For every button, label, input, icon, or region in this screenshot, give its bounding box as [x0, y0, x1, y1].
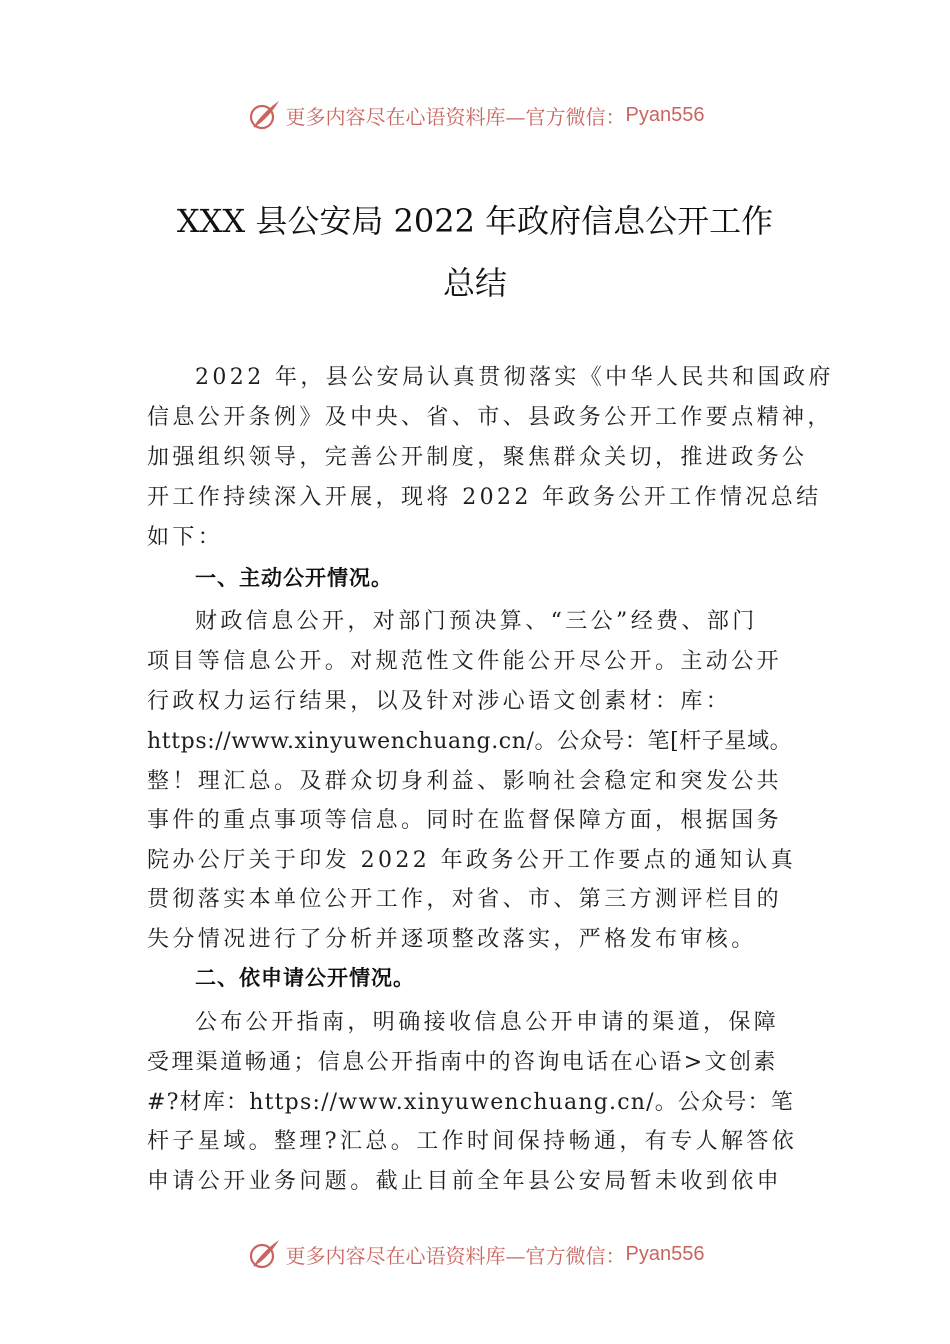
footer-watermark-banner [0, 1234, 950, 1274]
paragraph-line: 贯彻落实本单位公开工作，对省、市、第三方测评栏目的 [147, 887, 783, 912]
paragraph-line: 公布公开指南，明确接收信息公开申请的渠道，保障 [195, 1010, 780, 1035]
section-heading-1: 一、主动公开情况。 [195, 566, 393, 590]
watermark-text: 更多内容尽在心语资料库—官方微信： [285, 1243, 626, 1268]
quill-pen-logo-icon [246, 1236, 282, 1272]
paragraph-line: 院办公厅关于印发 2022 年政务公开工作要点的通知认真 [147, 848, 797, 873]
paragraph-line: 整！理汇总。及群众切身利益、影响社会稳定和突发公共 [147, 769, 783, 794]
paragraph-line: 2022 年，县公安局认真贯彻落实《中华人民共和国政府 [195, 365, 834, 390]
paragraph-line: 杆子星域。整理?汇总。工作时间保持畅通，有专人解答依 [147, 1129, 798, 1154]
paragraph-line: 失分情况进行了分析并逐项整改落实，严格发布审核。 [147, 927, 757, 952]
paragraph-line: 加强组织领导，完善公开制度，聚焦群众关切，推进政务公 [147, 445, 808, 470]
paragraph-line: 项目等信息公开。对规范性文件能公开尽公开。主动公开 [147, 649, 783, 674]
paragraph-line: 财政信息公开，对部门预决算、“三公”经费、部门 [195, 609, 758, 634]
paragraph-line: #?材库：https://www.xinyuwenchuang.cn/。公众号：笔 [147, 1090, 794, 1115]
header-watermark-banner [0, 95, 950, 135]
watermark-wechat-id: Pyan556 [625, 1242, 705, 1265]
quill-pen-logo-icon [246, 97, 282, 133]
paragraph-line: 受理渠道畅通；信息公开指南中的咨询电话在心语>文创素 [147, 1050, 778, 1075]
paragraph-line: 行政权力运行结果，以及针对涉心语文创素材：库： [147, 689, 732, 714]
watermark-wechat-id: Pyan556 [625, 103, 705, 126]
paragraph-line: 如下： [147, 525, 224, 550]
paragraph-line: 申请公开业务问题。截止目前全年县公安局暂未收到依申 [147, 1169, 783, 1194]
document-title-line-2: 总结 [442, 264, 507, 302]
paragraph-line: 开工作持续深入开展，现将 2022 年政务公开工作情况总结 [147, 485, 822, 510]
paragraph-line: https://www.xinyuwenchuang.cn/。公众号：笔[杆子星域。 [147, 729, 793, 754]
paragraph-line: 信息公开条例》及中央、省、市、县政务公开工作要点精神， [147, 405, 833, 430]
paragraph-line: 事件的重点事项等信息。同时在监督保障方面，根据国务 [147, 808, 783, 833]
document-title-line-1: XXX 县公安局 2022 年政府信息公开工作 [176, 202, 774, 240]
watermark-text: 更多内容尽在心语资料库—官方微信： [285, 104, 626, 129]
section-heading-2: 二、依申请公开情况。 [195, 966, 415, 990]
